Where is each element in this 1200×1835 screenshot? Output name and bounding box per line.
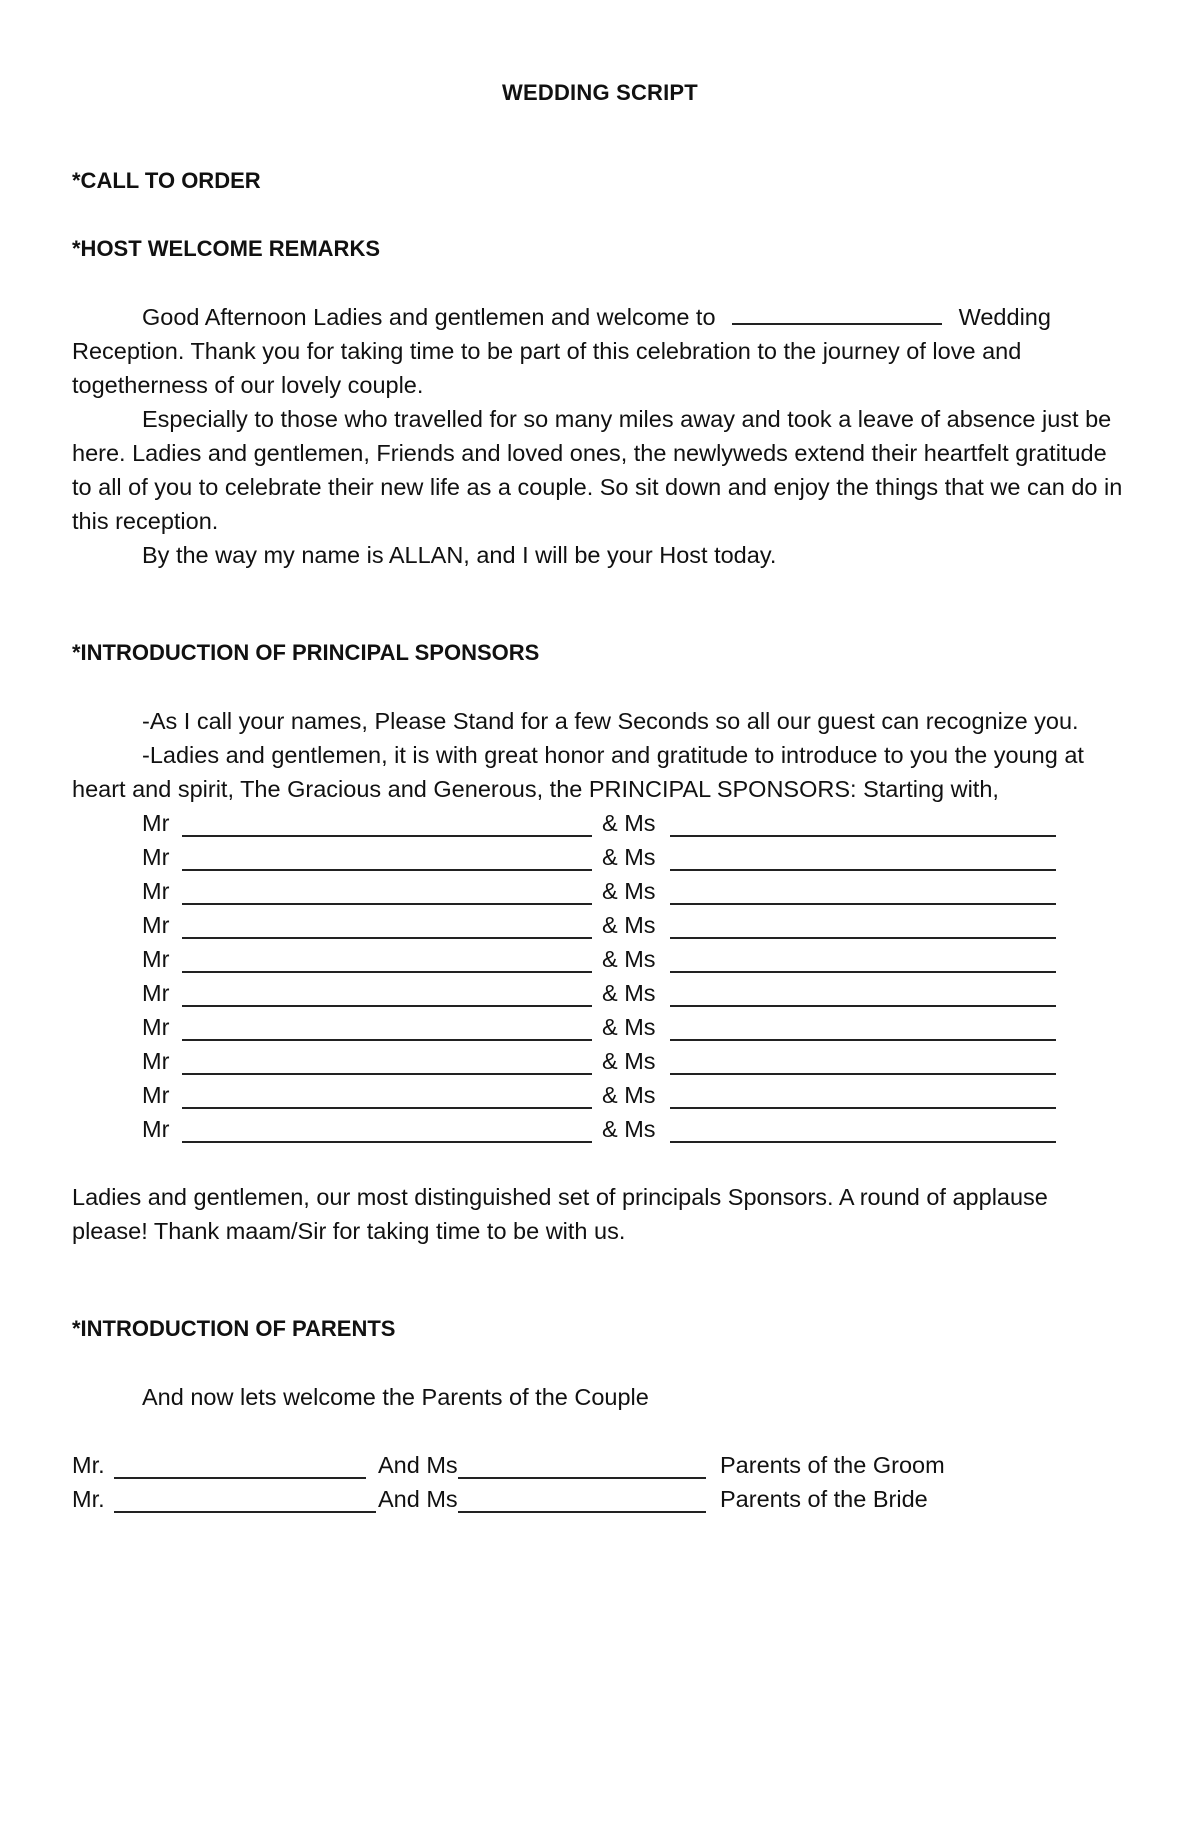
bride-father-blank — [114, 1490, 376, 1513]
sponsor-mr-label: Mr — [142, 946, 170, 972]
gratitude-paragraph: Especially to those who travelled for so many miles away and took a leave of absence just be here. Ladies and gentlemen, Friends and loved ones, the newlyweds extend their heartfelt gratitude to all of you to celebrate their new life as a couple. So sit down and enjoy the things that we can do in this reception. — [72, 406, 1123, 534]
call-to-order-heading: *CALL TO ORDER — [72, 168, 261, 193]
parents-groom-row — [72, 1448, 1128, 1482]
sponsor-ms-blank — [670, 814, 1056, 837]
host-name-paragraph: By the way my name is ALLAN, and I will be your Host today. — [142, 542, 777, 568]
sponsor-mr-blank — [182, 1018, 592, 1041]
sponsor-ms-label: & Ms — [602, 844, 656, 870]
sponsor-mr-blank — [182, 882, 592, 905]
welcome-text-after: Wedding Reception. Thank you for taking time to be part of this celebration to the journey of love and togetherness of our lovely couple. — [72, 304, 1051, 398]
sponsor-mr-blank — [182, 984, 592, 1007]
sponsor-ms-blank — [670, 1018, 1056, 1041]
sponsor-ms-label: & Ms — [602, 1116, 656, 1142]
sponsor-mr-blank — [182, 814, 592, 837]
welcome-paragraph — [72, 300, 1128, 402]
document-page — [72, 76, 1128, 1516]
sponsor-row — [72, 1078, 1128, 1112]
parents-groom-label: Parents of the Groom — [720, 1452, 945, 1478]
sponsors-introduction: -Ladies and gentlemen, it is with great honor and gratitude to introduce to you the young at heart and spirit, The Gracious and Generous, the PRINCIPAL SPONSORS: Starting with, — [72, 742, 1084, 802]
sponsor-ms-blank — [670, 916, 1056, 939]
sponsor-row — [72, 806, 1128, 840]
parent-mr-label: Mr. — [72, 1486, 105, 1512]
sponsor-mr-label: Mr — [142, 844, 170, 870]
welcome-text-before: Good Afternoon Ladies and gentlemen and welcome to — [142, 304, 716, 330]
sponsor-mr-label: Mr — [142, 980, 170, 1006]
sponsor-mr-blank — [182, 1052, 592, 1075]
groom-mother-blank — [458, 1456, 706, 1479]
sponsor-ms-label: & Ms — [602, 810, 656, 836]
parents-heading: *INTRODUCTION OF PARENTS — [72, 1316, 396, 1341]
sponsor-ms-blank — [670, 848, 1056, 871]
sponsor-ms-blank — [670, 1120, 1056, 1143]
sponsor-ms-label: & Ms — [602, 946, 656, 972]
host-welcome-heading: *HOST WELCOME REMARKS — [72, 236, 380, 261]
parents-bride-label: Parents of the Bride — [720, 1486, 928, 1512]
bride-mother-blank — [458, 1490, 706, 1513]
sponsor-ms-blank — [670, 882, 1056, 905]
sponsors-closing: Ladies and gentlemen, our most distinguished set of principals Sponsors. A round of applause please! Thank maam/Sir for taking time to be with us. — [72, 1184, 1048, 1244]
parents-bride-row — [72, 1482, 1128, 1516]
sponsor-mr-label: Mr — [142, 810, 170, 836]
parent-mr-label: Mr. — [72, 1452, 105, 1478]
sponsor-mr-label: Mr — [142, 1048, 170, 1074]
sponsor-row — [72, 976, 1128, 1010]
parent-and-ms-label: And Ms — [378, 1452, 458, 1478]
sponsor-mr-blank — [182, 1086, 592, 1109]
sponsor-mr-blank — [182, 950, 592, 973]
sponsor-ms-blank — [670, 950, 1056, 973]
sponsor-mr-label: Mr — [142, 1116, 170, 1142]
parents-intro: And now lets welcome the Parents of the Couple — [142, 1384, 649, 1410]
sponsor-mr-blank — [182, 1120, 592, 1143]
sponsor-mr-label: Mr — [142, 912, 170, 938]
sponsor-ms-label: & Ms — [602, 912, 656, 938]
sponsor-mr-label: Mr — [142, 1082, 170, 1108]
sponsor-ms-blank — [670, 1086, 1056, 1109]
sponsor-ms-label: & Ms — [602, 980, 656, 1006]
principal-sponsors-heading: *INTRODUCTION OF PRINCIPAL SPONSORS — [72, 640, 540, 665]
sponsor-row — [72, 1010, 1128, 1044]
sponsor-ms-label: & Ms — [602, 1082, 656, 1108]
sponsor-ms-blank — [670, 1052, 1056, 1075]
sponsor-ms-blank — [670, 984, 1056, 1007]
sponsor-mr-blank — [182, 848, 592, 871]
document-title: WEDDING SCRIPT — [502, 80, 698, 105]
sponsor-mr-blank — [182, 916, 592, 939]
sponsor-ms-label: & Ms — [602, 878, 656, 904]
couple-name-blank — [732, 301, 942, 325]
sponsor-mr-label: Mr — [142, 878, 170, 904]
sponsor-row — [72, 874, 1128, 908]
sponsor-row — [72, 942, 1128, 976]
sponsor-list — [72, 806, 1128, 1146]
sponsor-mr-label: Mr — [142, 1014, 170, 1040]
sponsor-ms-label: & Ms — [602, 1014, 656, 1040]
parent-and-ms-label: And Ms — [378, 1486, 458, 1512]
sponsors-instruction: -As I call your names, Please Stand for a few Seconds so all our guest can recognize you. — [142, 708, 1079, 734]
sponsor-row — [72, 840, 1128, 874]
sponsor-ms-label: & Ms — [602, 1048, 656, 1074]
sponsor-row — [72, 1112, 1128, 1146]
sponsor-row — [72, 908, 1128, 942]
groom-father-blank — [114, 1456, 366, 1479]
sponsor-row — [72, 1044, 1128, 1078]
